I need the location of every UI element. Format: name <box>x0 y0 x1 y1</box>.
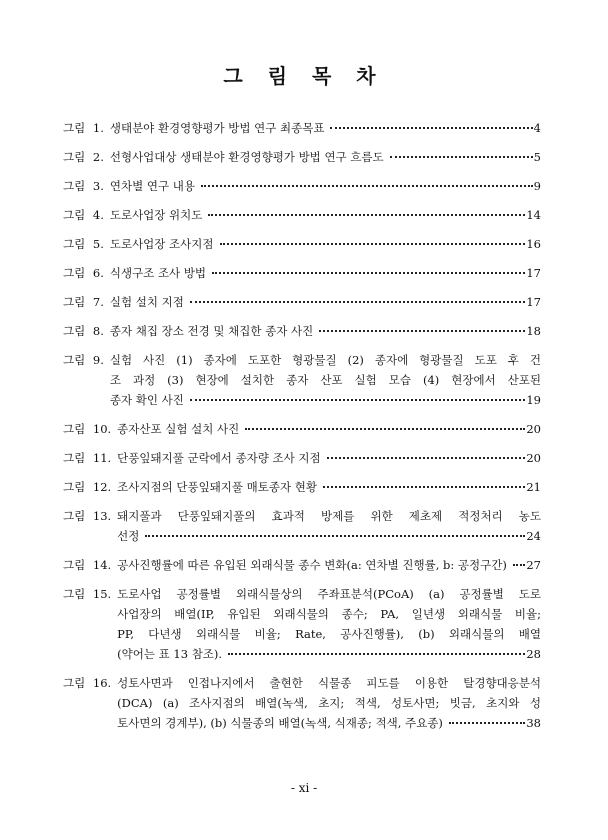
figure-title-line: 종자 채집 장소 전경 및 채집한 종자 사진 <box>109 324 314 338</box>
page-ref[interactable]: 9 <box>533 179 541 193</box>
page-ref[interactable]: 20 <box>526 451 541 465</box>
toc-entry[interactable] <box>63 419 541 439</box>
dot-leader <box>220 243 526 245</box>
figure-title-line: 사업장의 배열(IP, 유입된 외래식물의 종수; PA, 일년생 외래식물 비율; <box>117 607 541 621</box>
figure-title-line: 식생구조 조사 방법 <box>109 266 207 280</box>
figure-title-line: 선정 <box>117 529 140 543</box>
figure-label: 그림 16. <box>63 676 112 690</box>
toc-entry[interactable] <box>63 555 541 575</box>
page-ref[interactable]: 18 <box>526 324 541 338</box>
page-ref[interactable]: 38 <box>526 716 541 730</box>
toc-entry[interactable] <box>63 506 541 546</box>
figure-title-line: 조 과정 (3) 현장에 설치한 종자 산포 실험 모습 (4) 현장에서 산포된 <box>109 373 541 387</box>
dot-leader <box>449 722 525 724</box>
figure-label: 그림 5. <box>63 237 104 251</box>
page-title: 그 림 목 차 <box>223 64 385 88</box>
toc-entry[interactable] <box>63 263 541 283</box>
page-number: - xi - <box>290 781 318 795</box>
figure-label: 그림 13. <box>63 509 112 523</box>
dot-leader <box>190 399 526 401</box>
toc-entry[interactable] <box>63 118 541 138</box>
figure-title-line: 도로사업 공정률별 외래식물상의 주좌표분석(PCoA) (a) 공정률별 도로 <box>117 587 541 601</box>
figure-label: 그림 4. <box>63 208 104 222</box>
toc-entry[interactable] <box>63 292 541 312</box>
toc-entry[interactable] <box>63 584 541 664</box>
page-ref[interactable]: 28 <box>526 647 541 661</box>
dot-leader <box>323 486 525 488</box>
page-ref[interactable]: 21 <box>526 480 541 494</box>
figure-title-line: 종자산포 실험 설치 사진 <box>117 422 240 436</box>
toc-entry[interactable] <box>63 350 541 410</box>
toc-entry[interactable] <box>63 321 541 341</box>
dot-leader <box>228 653 525 655</box>
page-ref[interactable]: 17 <box>526 295 541 309</box>
page-ref[interactable]: 5 <box>533 150 541 164</box>
page-ref[interactable]: 17 <box>526 266 541 280</box>
figure-label: 그림 2. <box>63 150 104 164</box>
page-ref[interactable]: 14 <box>526 208 541 222</box>
dot-leader <box>212 272 525 274</box>
figure-title-line: (약어는 표 13 참조). <box>117 647 223 661</box>
figure-title-line: 선형사업대상 생태분야 환경영향평가 방법 연구 흐름도 <box>109 150 384 164</box>
dot-leader <box>330 127 532 129</box>
toc-entry[interactable] <box>63 205 541 225</box>
figure-title-line: 토사면의 경계부), (b) 식물종의 배열(녹색, 식재종; 적색, 주요종) <box>117 716 443 730</box>
page-ref[interactable]: 16 <box>526 237 541 251</box>
figure-label: 그림 15. <box>63 587 112 601</box>
figure-title-line: 연차별 연구 내용 <box>109 179 195 193</box>
page-ref[interactable]: 20 <box>526 422 541 436</box>
toc-entry[interactable] <box>63 477 541 497</box>
dot-leader <box>145 535 525 537</box>
page-ref[interactable]: 19 <box>526 393 541 407</box>
figure-title-line: 도로사업장 위치도 <box>109 208 203 222</box>
toc-entry[interactable] <box>63 448 541 468</box>
page-ref[interactable]: 4 <box>533 121 541 135</box>
figure-title-line: 성토사면과 인접나지에서 출현한 식물종 피도를 이용한 탈경향대응분석 <box>117 676 541 690</box>
figure-title-line: (DCA) (a) 조사지점의 배열(녹색, 초지; 적색, 성토사면; 빗금, 초지와 성 <box>117 696 541 710</box>
figure-label: 그림 9. <box>63 353 104 367</box>
dot-leader <box>201 185 533 187</box>
figure-title-line: 실험 설치 지점 <box>109 295 184 309</box>
figure-title-line: 실험 사진 (1) 종자에 도포한 형광물질 (2) 종자에 형광물질 도포 후 건 <box>109 353 541 367</box>
figure-title-line: 조사지점의 단풍잎돼지풀 매토종자 현황 <box>117 480 317 494</box>
dot-leader <box>327 457 526 459</box>
figure-label: 그림 14. <box>63 558 112 572</box>
figure-label: 그림 3. <box>63 179 104 193</box>
figure-label: 그림 10. <box>63 422 112 436</box>
toc-entry[interactable] <box>63 234 541 254</box>
figure-label: 그림 8. <box>63 324 104 338</box>
dot-leader <box>513 564 526 566</box>
figure-title-line: 공사진행률에 따른 유입된 외래식물 종수 변화(a: 연차별 진행률, b: 공정구간) <box>117 558 507 572</box>
dot-leader <box>190 301 526 303</box>
dot-leader <box>208 214 525 216</box>
figure-title-line: 도로사업장 조사지점 <box>109 237 214 251</box>
toc-entry[interactable] <box>63 147 541 167</box>
figure-title-line: 생태분야 환경영향평가 방법 연구 최종목표 <box>109 121 325 135</box>
figure-label: 그림 12. <box>63 480 112 494</box>
dot-leader <box>245 428 525 430</box>
page-ref[interactable]: 24 <box>526 529 541 543</box>
toc-entry[interactable] <box>63 673 541 733</box>
figure-label: 그림 11. <box>63 451 112 465</box>
toc-entry[interactable] <box>63 176 541 196</box>
figure-title-line: 돼지풀과 단풍잎돼지풀의 효과적 방제를 위한 제초제 적정처리 농도 <box>117 509 541 523</box>
figure-label: 그림 7. <box>63 295 104 309</box>
figure-title-line: PP, 다년생 외래식물 비율; Rate, 공사진행률), (b) 외래식물의 배열 <box>117 627 541 641</box>
figure-label: 그림 1. <box>63 121 104 135</box>
figure-label: 그림 6. <box>63 266 104 280</box>
figure-title-line: 단풍잎돼지풀 군락에서 종자량 조사 지점 <box>117 451 321 465</box>
figure-list <box>63 118 541 742</box>
figure-title-line: 종자 확인 사진 <box>109 393 184 407</box>
dot-leader <box>390 156 533 158</box>
page-ref[interactable]: 27 <box>526 558 541 572</box>
dot-leader <box>319 330 525 332</box>
